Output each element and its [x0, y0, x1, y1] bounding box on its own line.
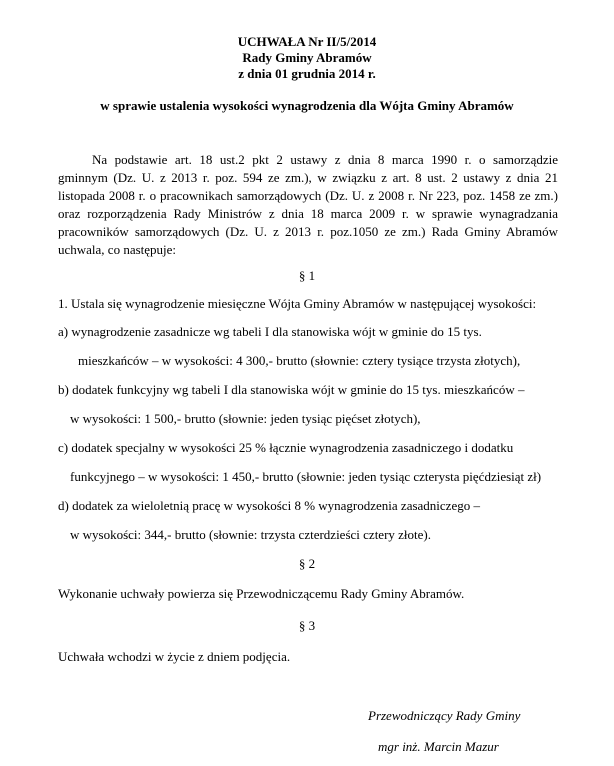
section-heading: § 1 — [298, 268, 316, 283]
section1-item: w wysokości: 344,- brutto (słownie: trzysta czterdzieści cztery złote). — [70, 527, 431, 542]
section2-text: Wykonanie uchwały powierza się Przewodniczącemu Rady Gminy Abramów. — [58, 586, 465, 601]
signatory-title: Przewodniczący Rady Gminy — [368, 708, 521, 723]
preamble-line: listopada 2008 r. o pracownikach samorządowych (Dz. U. z 2008 r. Nr 223, poz. 1458 ze zm.) — [58, 188, 558, 203]
section3-text: Uchwała wchodzi w życie z dniem podjęcia. — [58, 649, 291, 664]
section1-item: funkcyjnego – w wysokości: 1 450,- brutto (słownie: jeden tysiąc czterysta pięćdziesiąt zł) — [70, 469, 542, 484]
resolution-subject: w sprawie ustalenia wysokości wynagrodzenia dla Wójta Gminy Abramów — [100, 98, 514, 113]
section1-intro: 1. Ustala się wynagrodzenie miesięczne Wójta Gminy Abramów w następującej wysokości: — [58, 296, 537, 311]
resolution-date: z dnia 01 grudnia 2014 r. — [238, 66, 376, 81]
section1-item: mieszkańców – w wysokości: 4 300,- brutto (słownie: cztery tysiące trzysta złotych), — [78, 353, 521, 368]
section-heading: § 2 — [298, 556, 316, 571]
preamble-line: pracowników samorządowych (Dz. U. z 2013 r. poz.1050 ze zm.) Rada Gminy Abramów — [58, 224, 558, 239]
section1-item: b) dodatek funkcyjny wg tabeli I dla stanowiska wójt w gminie do 15 tys. mieszkańców – — [58, 382, 525, 397]
section-heading: § 3 — [298, 618, 316, 633]
preamble-line: uchwala, co następuje: — [58, 242, 177, 257]
section1-item: c) dodatek specjalny w wysokości 25 % łącznie wynagrodzenia zasadniczego i dodatku — [58, 440, 514, 455]
section1-item: w wysokości: 1 500,- brutto (słownie: jeden tysiąc pięćset złotych), — [70, 411, 421, 426]
section1-item: d) dodatek za wieloletnią pracę w wysokości 8 % wynagrodzenia zasadniczego – — [58, 498, 480, 513]
issuing-body: Rady Gminy Abramów — [242, 50, 372, 65]
preamble-line: Na podstawie art. 18 ust.2 pkt 2 ustawy z dnia 8 marca 1990 r. o samorządzie — [92, 152, 558, 167]
preamble-line: oraz rozporządzenia Rady Ministrów z dnia 18 marca 2009 r. w sprawie wynagradzania — [58, 206, 558, 221]
signatory-name: mgr inż. Marcin Mazur — [378, 739, 499, 754]
resolution-number: UCHWAŁA Nr II/5/2014 — [237, 34, 377, 49]
section1-item: a) wynagrodzenie zasadnicze wg tabeli I dla stanowiska wójt w gminie do 15 tys. — [58, 324, 482, 339]
preamble-line: gminnym (Dz. U. z 2013 r. poz. 594 ze zm.), w związku z art. 8 ust. 2 ustawy z dnia 21 — [58, 170, 558, 185]
